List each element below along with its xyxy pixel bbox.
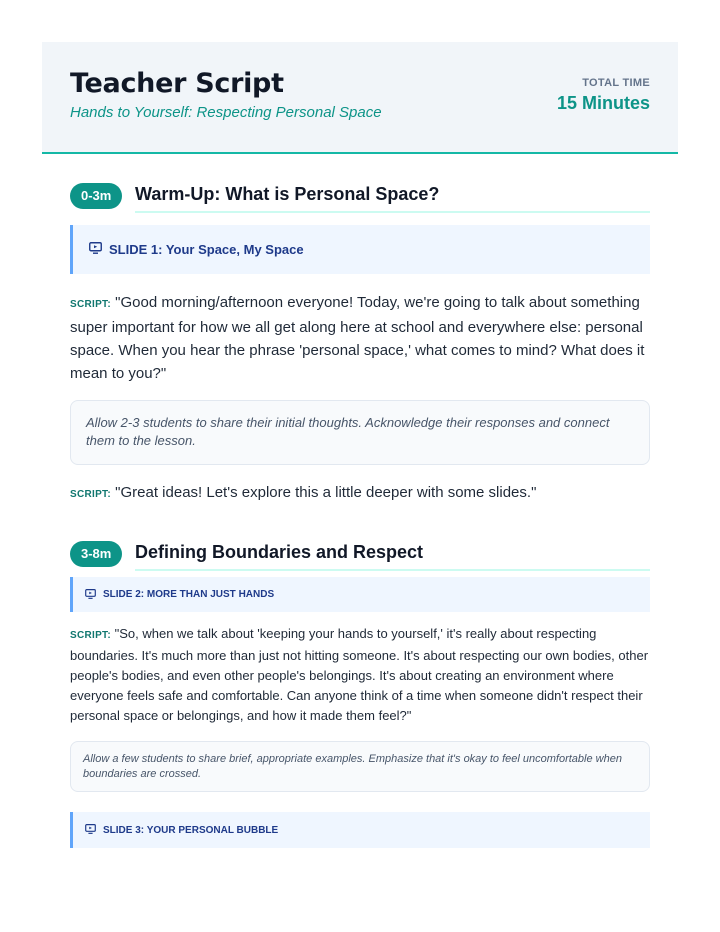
time-badge: 0-3m bbox=[70, 183, 122, 209]
slide-label: SLIDE 3: YOUR PERSONAL BUBBLE bbox=[103, 824, 279, 836]
document-subtitle: Hands to Yourself: Respecting Personal Space bbox=[70, 104, 382, 121]
section-divider bbox=[135, 211, 650, 213]
document-header bbox=[42, 42, 678, 154]
section-warm-up bbox=[42, 183, 678, 506]
slide-callout bbox=[70, 225, 650, 274]
teacher-note: Allow a few students to share brief, appropriate examples. Emphasize that it's okay to feel uncomfortable when boundaries are crossed. bbox=[70, 741, 650, 792]
script-tag: SCRIPT: bbox=[70, 489, 111, 500]
script-text: "Great ideas! Let's explore this a little deeper with some slides." bbox=[115, 484, 537, 501]
script-tag: SCRIPT: bbox=[70, 299, 111, 310]
document-title: Teacher Script bbox=[70, 68, 284, 99]
slide-label: SLIDE 2: MORE THAN JUST HANDS bbox=[103, 589, 275, 600]
section-title: Defining Boundaries and Respect bbox=[135, 542, 424, 562]
script-paragraph bbox=[70, 624, 650, 726]
script-text: "Good morning/afternoon everyone! Today, we're going to talk about something super important for how we all get along here at school and everywhere else: personal space. When you hear the phrase 'personal space,' what comes to mind? What does it mean to you?" bbox=[70, 294, 645, 382]
script-tag: SCRIPT: bbox=[70, 630, 111, 641]
script-paragraph bbox=[70, 291, 650, 385]
presentation-screen-icon bbox=[85, 821, 96, 839]
slide-label: SLIDE 1: Your Space, My Space bbox=[109, 242, 304, 257]
section-header bbox=[42, 541, 678, 571]
section-header bbox=[42, 183, 678, 213]
section-title: Warm-Up: What is Personal Space? bbox=[135, 184, 440, 204]
section-divider bbox=[135, 569, 650, 571]
slide-callout bbox=[70, 812, 650, 848]
presentation-screen-icon bbox=[89, 241, 102, 259]
presentation-screen-icon bbox=[85, 586, 96, 604]
time-badge: 3-8m bbox=[70, 541, 122, 567]
slide-callout bbox=[70, 577, 650, 612]
total-time-label: TOTAL TIME bbox=[582, 77, 650, 89]
teacher-note: Allow 2-3 students to share their initial thoughts. Acknowledge their responses and connect them to the lesson. bbox=[70, 400, 650, 465]
section-boundaries bbox=[42, 541, 678, 848]
total-time-value: 15 Minutes bbox=[556, 93, 650, 113]
teacher-script-page bbox=[42, 42, 678, 848]
script-text: "So, when we talk about 'keeping your hands to yourself,' it's really about respecting boundaries. It's much more than just not hitting someone. It's about respecting our own bodies, other people's bodies, and even other people's belongings. It's about creating an environment where everyone feels safe and comfortable. Can anyone think of a time when someone didn't respect their personal space or belongings, and how it made them feel?" bbox=[70, 626, 649, 723]
script-paragraph bbox=[70, 481, 650, 506]
